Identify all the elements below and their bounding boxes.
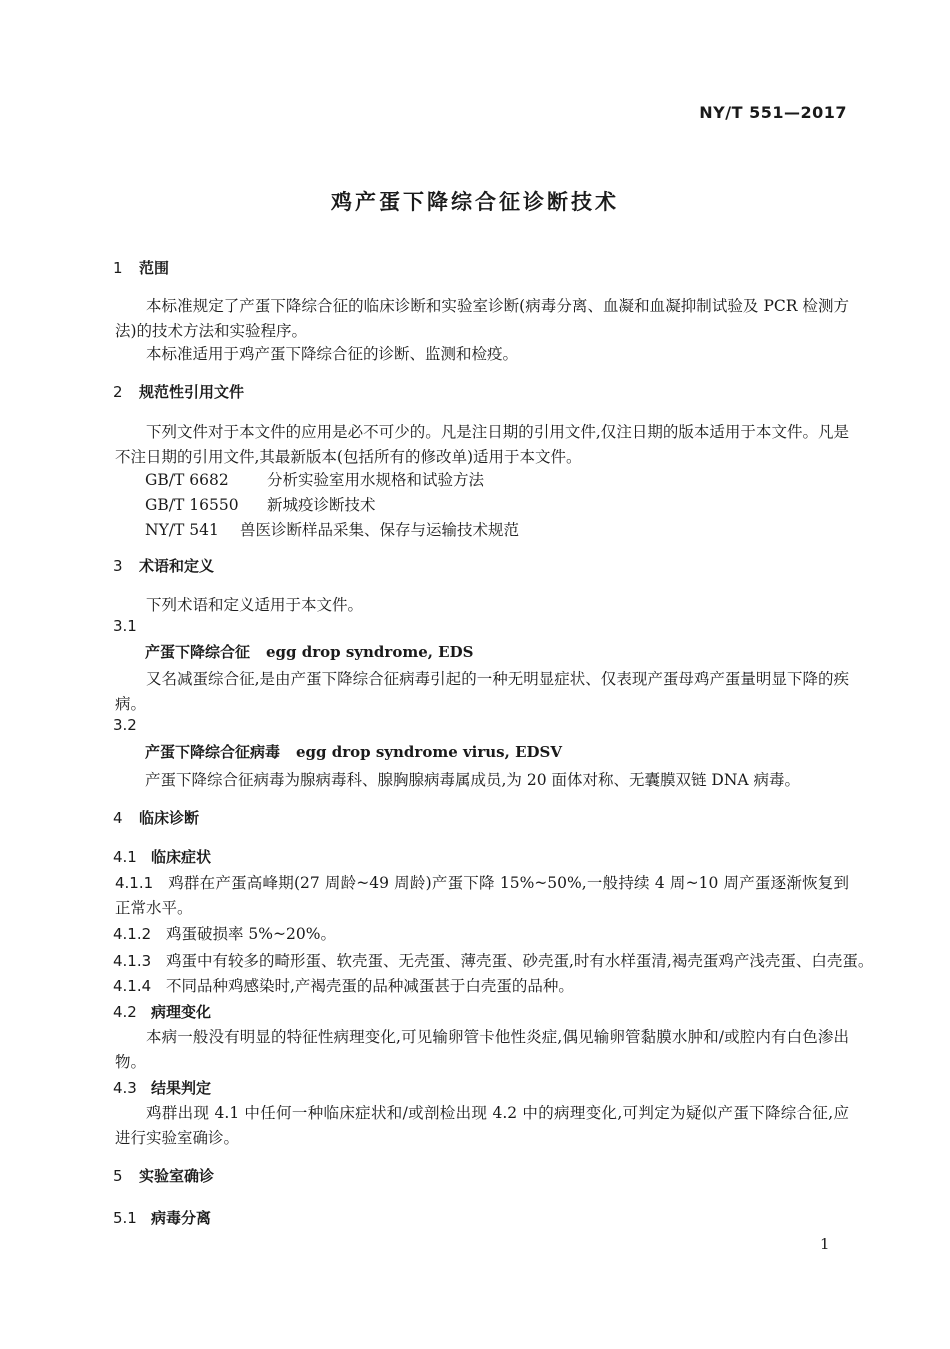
paragraph: 本病一般没有明显的特征性病理变化,可见输卵管卡他性炎症,偶见输卵管黏膜水肿和/或腔内有白色渗出物。 <box>115 1028 849 1071</box>
paragraph: 本标准规定了产蛋下降综合征的临床诊断和实验室诊断(病毒分离、血凝和血凝抑制试验及 PCR 检测方法)的技术方法和实验程序。 <box>115 297 849 340</box>
term-definition: 又名减蛋综合征,是由产蛋下降综合征病毒引起的一种无明显症状、仅表现产蛋母鸡产蛋量明显下降的疾病。 <box>115 670 849 713</box>
clause-number: 4.1.4 <box>113 977 152 995</box>
section-title: 实验室确诊 <box>139 1167 215 1185</box>
clause-item <box>113 974 574 996</box>
section-5-heading <box>113 1165 214 1186</box>
clause-text: 不同品种鸡感染时,产褐壳蛋的品种减蛋甚于白壳蛋的品种。 <box>166 977 574 995</box>
section-number: 1 <box>113 259 123 277</box>
reference-item <box>145 493 376 515</box>
section-title: 范围 <box>139 259 170 277</box>
term-heading <box>145 741 562 762</box>
clause-number: 4.1.2 <box>113 925 152 943</box>
page-number: 1 <box>820 1235 830 1253</box>
reference-name: 新城疫诊断技术 <box>267 496 376 514</box>
term-english: egg drop syndrome virus, EDSV <box>296 743 562 761</box>
section-title: 术语和定义 <box>139 557 215 575</box>
reference-item <box>145 468 484 490</box>
section-number: 2 <box>113 383 123 401</box>
section-1-heading <box>113 257 169 278</box>
section-3-heading <box>113 555 214 576</box>
clause-text: 鸡群在产蛋高峰期(27 周龄~49 周龄)产蛋下降 15%~50%,一般持续 4 周~10 周产蛋逐渐恢复到正常水平。 <box>115 874 849 917</box>
subsection-title: 病理变化 <box>151 1003 212 1021</box>
subsection-number: 4.3 <box>113 1079 137 1097</box>
reference-code: GB/T 16550 <box>145 496 239 514</box>
section-title: 临床诊断 <box>139 809 200 827</box>
section-2-heading <box>113 381 244 402</box>
clause-number: 4.1.1 <box>115 874 154 892</box>
subsection-number: 5.1 <box>113 1209 137 1227</box>
term-heading <box>145 641 473 662</box>
term-english: egg drop syndrome, EDS <box>266 643 474 661</box>
subsection-4-1-heading <box>113 846 211 867</box>
reference-code: NY/T 541 <box>145 521 219 539</box>
clause-item <box>115 871 849 921</box>
subsection-title: 临床症状 <box>151 848 212 866</box>
paragraph: 本标准适用于鸡产蛋下降综合征的诊断、监测和检疫。 <box>146 345 519 363</box>
subsection-number: 4.2 <box>113 1003 137 1021</box>
subsection-number: 4.1 <box>113 848 137 866</box>
paragraph: 鸡群出现 4.1 中任何一种临床症状和/或剖检出现 4.2 中的病理变化,可判定为疑似产蛋下降综合征,应进行实验室确诊。 <box>115 1104 849 1147</box>
clause-text: 鸡蛋中有较多的畸形蛋、软壳蛋、无壳蛋、薄壳蛋、砂壳蛋,时有水样蛋清,褐壳蛋鸡产浅壳蛋、白壳蛋。 <box>166 952 874 970</box>
clause-number: 4.1.3 <box>113 952 152 970</box>
paragraph: 下列文件对于本文件的应用是必不可少的。凡是注日期的引用文件,仅注日期的版本适用于本文件。凡是不注日期的引用文件,其最新版本(包括所有的修改单)适用于本文件。 <box>115 423 849 466</box>
term-number: 3.2 <box>113 716 137 734</box>
reference-code: GB/T 6682 <box>145 471 229 489</box>
term-number: 3.1 <box>113 617 137 635</box>
document-title: 鸡产蛋下降综合征诊断技术 <box>331 190 619 214</box>
standard-number: NY/T 551—2017 <box>699 103 847 122</box>
section-number: 3 <box>113 557 123 575</box>
paragraph: 下列术语和定义适用于本文件。 <box>146 596 364 614</box>
reference-name: 分析实验室用水规格和试验方法 <box>267 471 485 489</box>
subsection-5-1-heading <box>113 1207 211 1228</box>
subsection-4-2-heading <box>113 1001 211 1022</box>
subsection-title: 病毒分离 <box>151 1209 212 1227</box>
clause-item <box>113 949 873 971</box>
section-number: 5 <box>113 1167 123 1185</box>
section-4-heading <box>113 807 199 828</box>
reference-item <box>145 518 519 540</box>
term-chinese: 产蛋下降综合征 <box>145 643 251 661</box>
subsection-4-3-heading <box>113 1077 211 1098</box>
term-definition: 产蛋下降综合征病毒为腺病毒科、腺胸腺病毒属成员,为 20 面体对称、无囊膜双链 DNA 病毒。 <box>145 771 801 789</box>
subsection-title: 结果判定 <box>151 1079 212 1097</box>
clause-text: 鸡蛋破损率 5%~20%。 <box>166 925 336 943</box>
section-number: 4 <box>113 809 123 827</box>
clause-item <box>113 922 336 944</box>
term-chinese: 产蛋下降综合征病毒 <box>145 743 281 761</box>
reference-name: 兽医诊断样品采集、保存与运输技术规范 <box>240 521 520 539</box>
section-title: 规范性引用文件 <box>139 383 245 401</box>
